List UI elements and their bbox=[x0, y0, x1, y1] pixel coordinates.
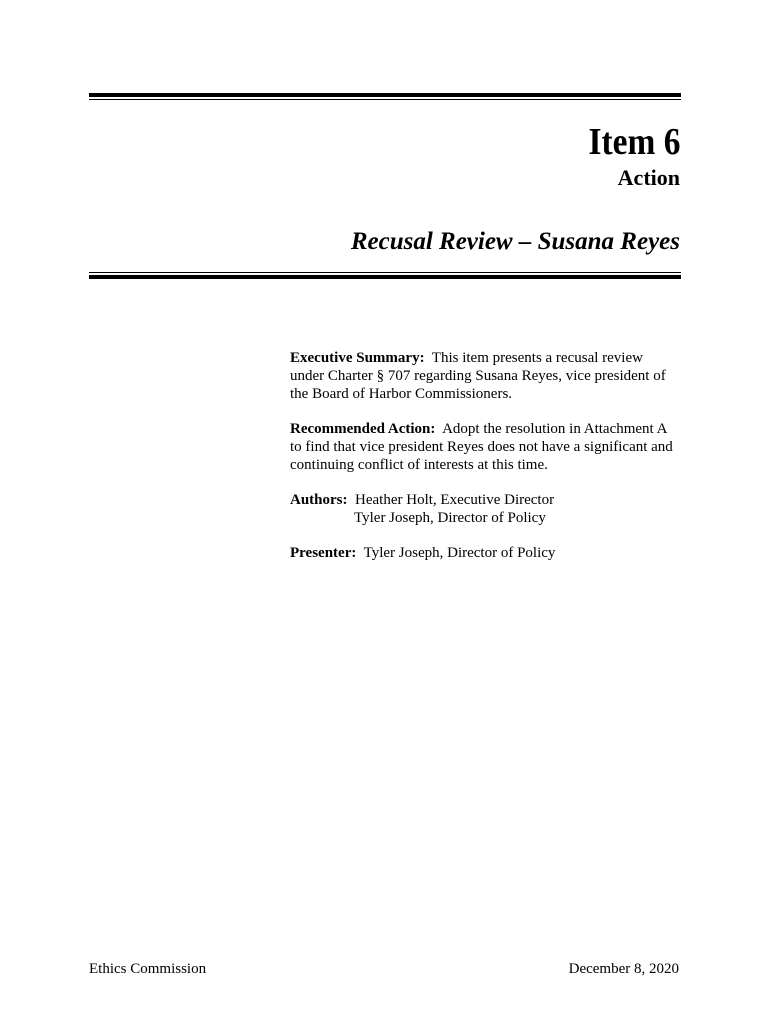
author-2: Tyler Joseph, Director of Policy bbox=[354, 510, 546, 526]
bottom-rule-thin bbox=[89, 272, 681, 273]
presenter-name: Tyler Joseph, Director of Policy bbox=[363, 545, 556, 561]
recommended-action-label: Recommended Action: bbox=[290, 421, 436, 437]
top-rule-thick bbox=[89, 93, 681, 97]
recommended-action-line-2: to find that vice president Reyes does not have a significant and bbox=[290, 439, 673, 455]
item-type-heading: Action bbox=[617, 165, 680, 190]
presenter bbox=[290, 544, 690, 562]
presenter-label: Presenter: bbox=[290, 545, 357, 561]
author-1: Heather Holt, Executive Director bbox=[355, 492, 555, 508]
footer-organization: Ethics Commission bbox=[89, 961, 207, 977]
footer-date: December 8, 2020 bbox=[568, 961, 679, 977]
recommended-action-line-3: continuing conflict of interests at this time. bbox=[290, 457, 548, 473]
summary-block bbox=[290, 349, 690, 579]
bottom-rule-thick bbox=[89, 275, 681, 279]
executive-summary-label: Executive Summary: bbox=[290, 350, 425, 366]
authors-label: Authors: bbox=[290, 492, 348, 508]
recommended-action-line-1: Adopt the resolution in Attachment A bbox=[442, 421, 668, 437]
item-number-heading: Item 6 bbox=[588, 121, 680, 163]
executive-summary-line-2: under Charter § 707 regarding Susana Reyes, vice president of bbox=[290, 368, 666, 384]
authors bbox=[290, 491, 690, 527]
recommended-action bbox=[290, 420, 690, 474]
executive-summary bbox=[290, 349, 690, 403]
executive-summary-line-3: the Board of Harbor Commissioners. bbox=[290, 386, 513, 402]
document-subject-title: Recusal Review – Susana Reyes bbox=[350, 228, 680, 255]
executive-summary-line-1: This item presents a recusal review bbox=[431, 350, 643, 366]
top-rule-thin bbox=[89, 99, 681, 100]
